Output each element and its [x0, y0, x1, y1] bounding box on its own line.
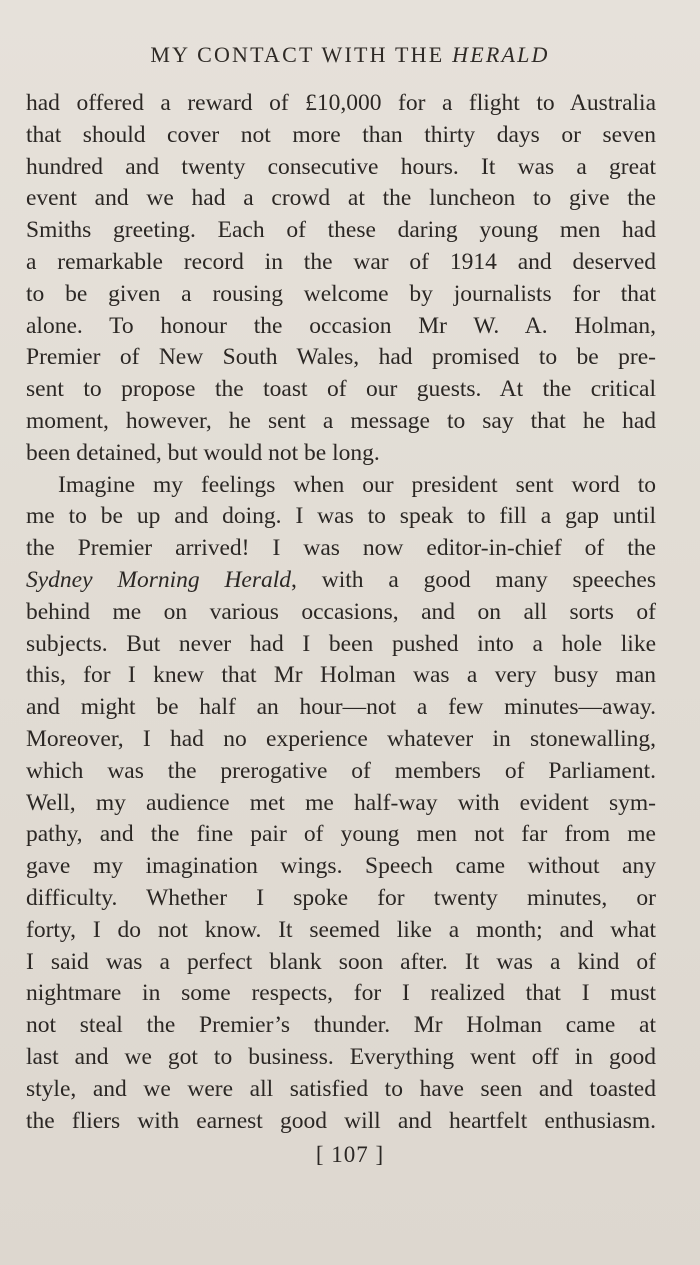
- text-line: [26, 1106, 656, 1138]
- line-text: and might be half an hour—not a few minutes—away.: [26, 694, 656, 721]
- text-line: [26, 788, 656, 820]
- line-text: last and we got to business. Everything went off in good: [26, 1043, 656, 1070]
- running-head-text: MY CONTACT WITH THE: [150, 42, 453, 67]
- text-line: [26, 724, 656, 756]
- line-text: me to be up and doing. I was to speak to fill a gap until: [26, 503, 656, 530]
- line-text: that should cover not more than thirty days or seven: [26, 121, 656, 148]
- running-head: [0, 42, 700, 68]
- line-text: to be given a rousing welcome by journalists for that: [26, 280, 656, 307]
- line-text: pathy, and the fine pair of young men not far from me: [26, 821, 656, 848]
- text-line: [26, 183, 656, 215]
- line-text: hundred and twenty consecutive hours. It was a great: [26, 153, 656, 180]
- text-line: [26, 247, 656, 279]
- line-text: Moreover, I had no experience whatever in stonewalling,: [26, 725, 656, 752]
- running-head-italic: HERALD: [452, 42, 550, 67]
- line-text: difficulty. Whether I spoke for twenty minutes, or: [26, 884, 656, 911]
- text-line: [26, 978, 656, 1010]
- text-line: [26, 470, 656, 502]
- line-text: the fliers with earnest good will and heartfelt enthusiasm.: [26, 1107, 656, 1134]
- text-line: [26, 597, 656, 629]
- line-text: which was the prerogative of members of Parliament.: [26, 757, 656, 784]
- text-line: [26, 533, 656, 565]
- text-line: [26, 342, 656, 374]
- line-text: Smiths greeting. Each of these daring young men had: [26, 217, 656, 244]
- line-text: not steal the Premier’s thunder. Mr Holman came at: [26, 1012, 656, 1039]
- text-line: [26, 947, 656, 979]
- text-line: [26, 1010, 656, 1042]
- page-number: [ 107 ]: [315, 1142, 385, 1167]
- text-line: [26, 660, 656, 692]
- text-line: [26, 279, 656, 311]
- line-text: forty, I do not know. It seemed like a month; and what: [26, 916, 656, 943]
- text-line: [26, 692, 656, 724]
- line-text: style, and we were all satisfied to have seen and toasted: [26, 1075, 656, 1102]
- line-text: nightmare in some respects, for I realized that I must: [26, 980, 656, 1007]
- line-text: subjects. But never had I been pushed into a hole like: [26, 630, 656, 657]
- text-line: [26, 406, 656, 438]
- text-line: [26, 1042, 656, 1074]
- line-text: Premier of New South Wales, had promised to be pre-: [26, 344, 656, 371]
- text-line: [26, 819, 656, 851]
- body-text: [26, 88, 656, 1137]
- text-line: [26, 311, 656, 343]
- line-text: Imagine my feelings when our president sent word to: [58, 471, 656, 498]
- line-text: I said was a perfect blank soon after. It was a kind of: [26, 948, 656, 975]
- italic-title: Sydney Morning Herald: [26, 566, 292, 593]
- text-line: [26, 120, 656, 152]
- line-text: a remarkable record in the war of 1914 and deserved: [26, 248, 656, 275]
- line-text: Well, my audience met me half-way with evident sym-: [26, 789, 656, 816]
- text-line: [26, 629, 656, 661]
- line-text: behind me on various occasions, and on all sorts of: [26, 598, 656, 625]
- text-line: [26, 756, 656, 788]
- line-text: this, for I knew that Mr Holman was a very busy man: [26, 662, 656, 689]
- line-text: gave my imagination wings. Speech came without any: [26, 853, 656, 880]
- line-text: the Premier arrived! I was now editor-in-chief of the: [26, 535, 656, 562]
- line-text: alone. To honour the occasion Mr W. A. Holman,: [26, 312, 656, 339]
- line-text: been detained, but would not be long.: [26, 439, 380, 466]
- text-line: [26, 88, 656, 120]
- text-line: [26, 851, 656, 883]
- text-line: [26, 438, 656, 470]
- text-line: [26, 565, 656, 597]
- line-text: moment, however, he sent a message to say that he had: [26, 407, 656, 434]
- text-line: [26, 374, 656, 406]
- line-text: , with a good many speeches: [291, 566, 656, 593]
- text-line: [26, 152, 656, 184]
- text-line: [26, 883, 656, 915]
- text-line: [26, 1074, 656, 1106]
- line-text: event and we had a crowd at the luncheon to give the: [26, 185, 656, 212]
- text-line: [26, 915, 656, 947]
- line-text: had offered a reward of £10,000 for a flight to Australia: [26, 90, 656, 116]
- text-line: [26, 215, 656, 247]
- line-text: sent to propose the toast of our guests. At the critical: [26, 376, 656, 403]
- text-line: [26, 501, 656, 533]
